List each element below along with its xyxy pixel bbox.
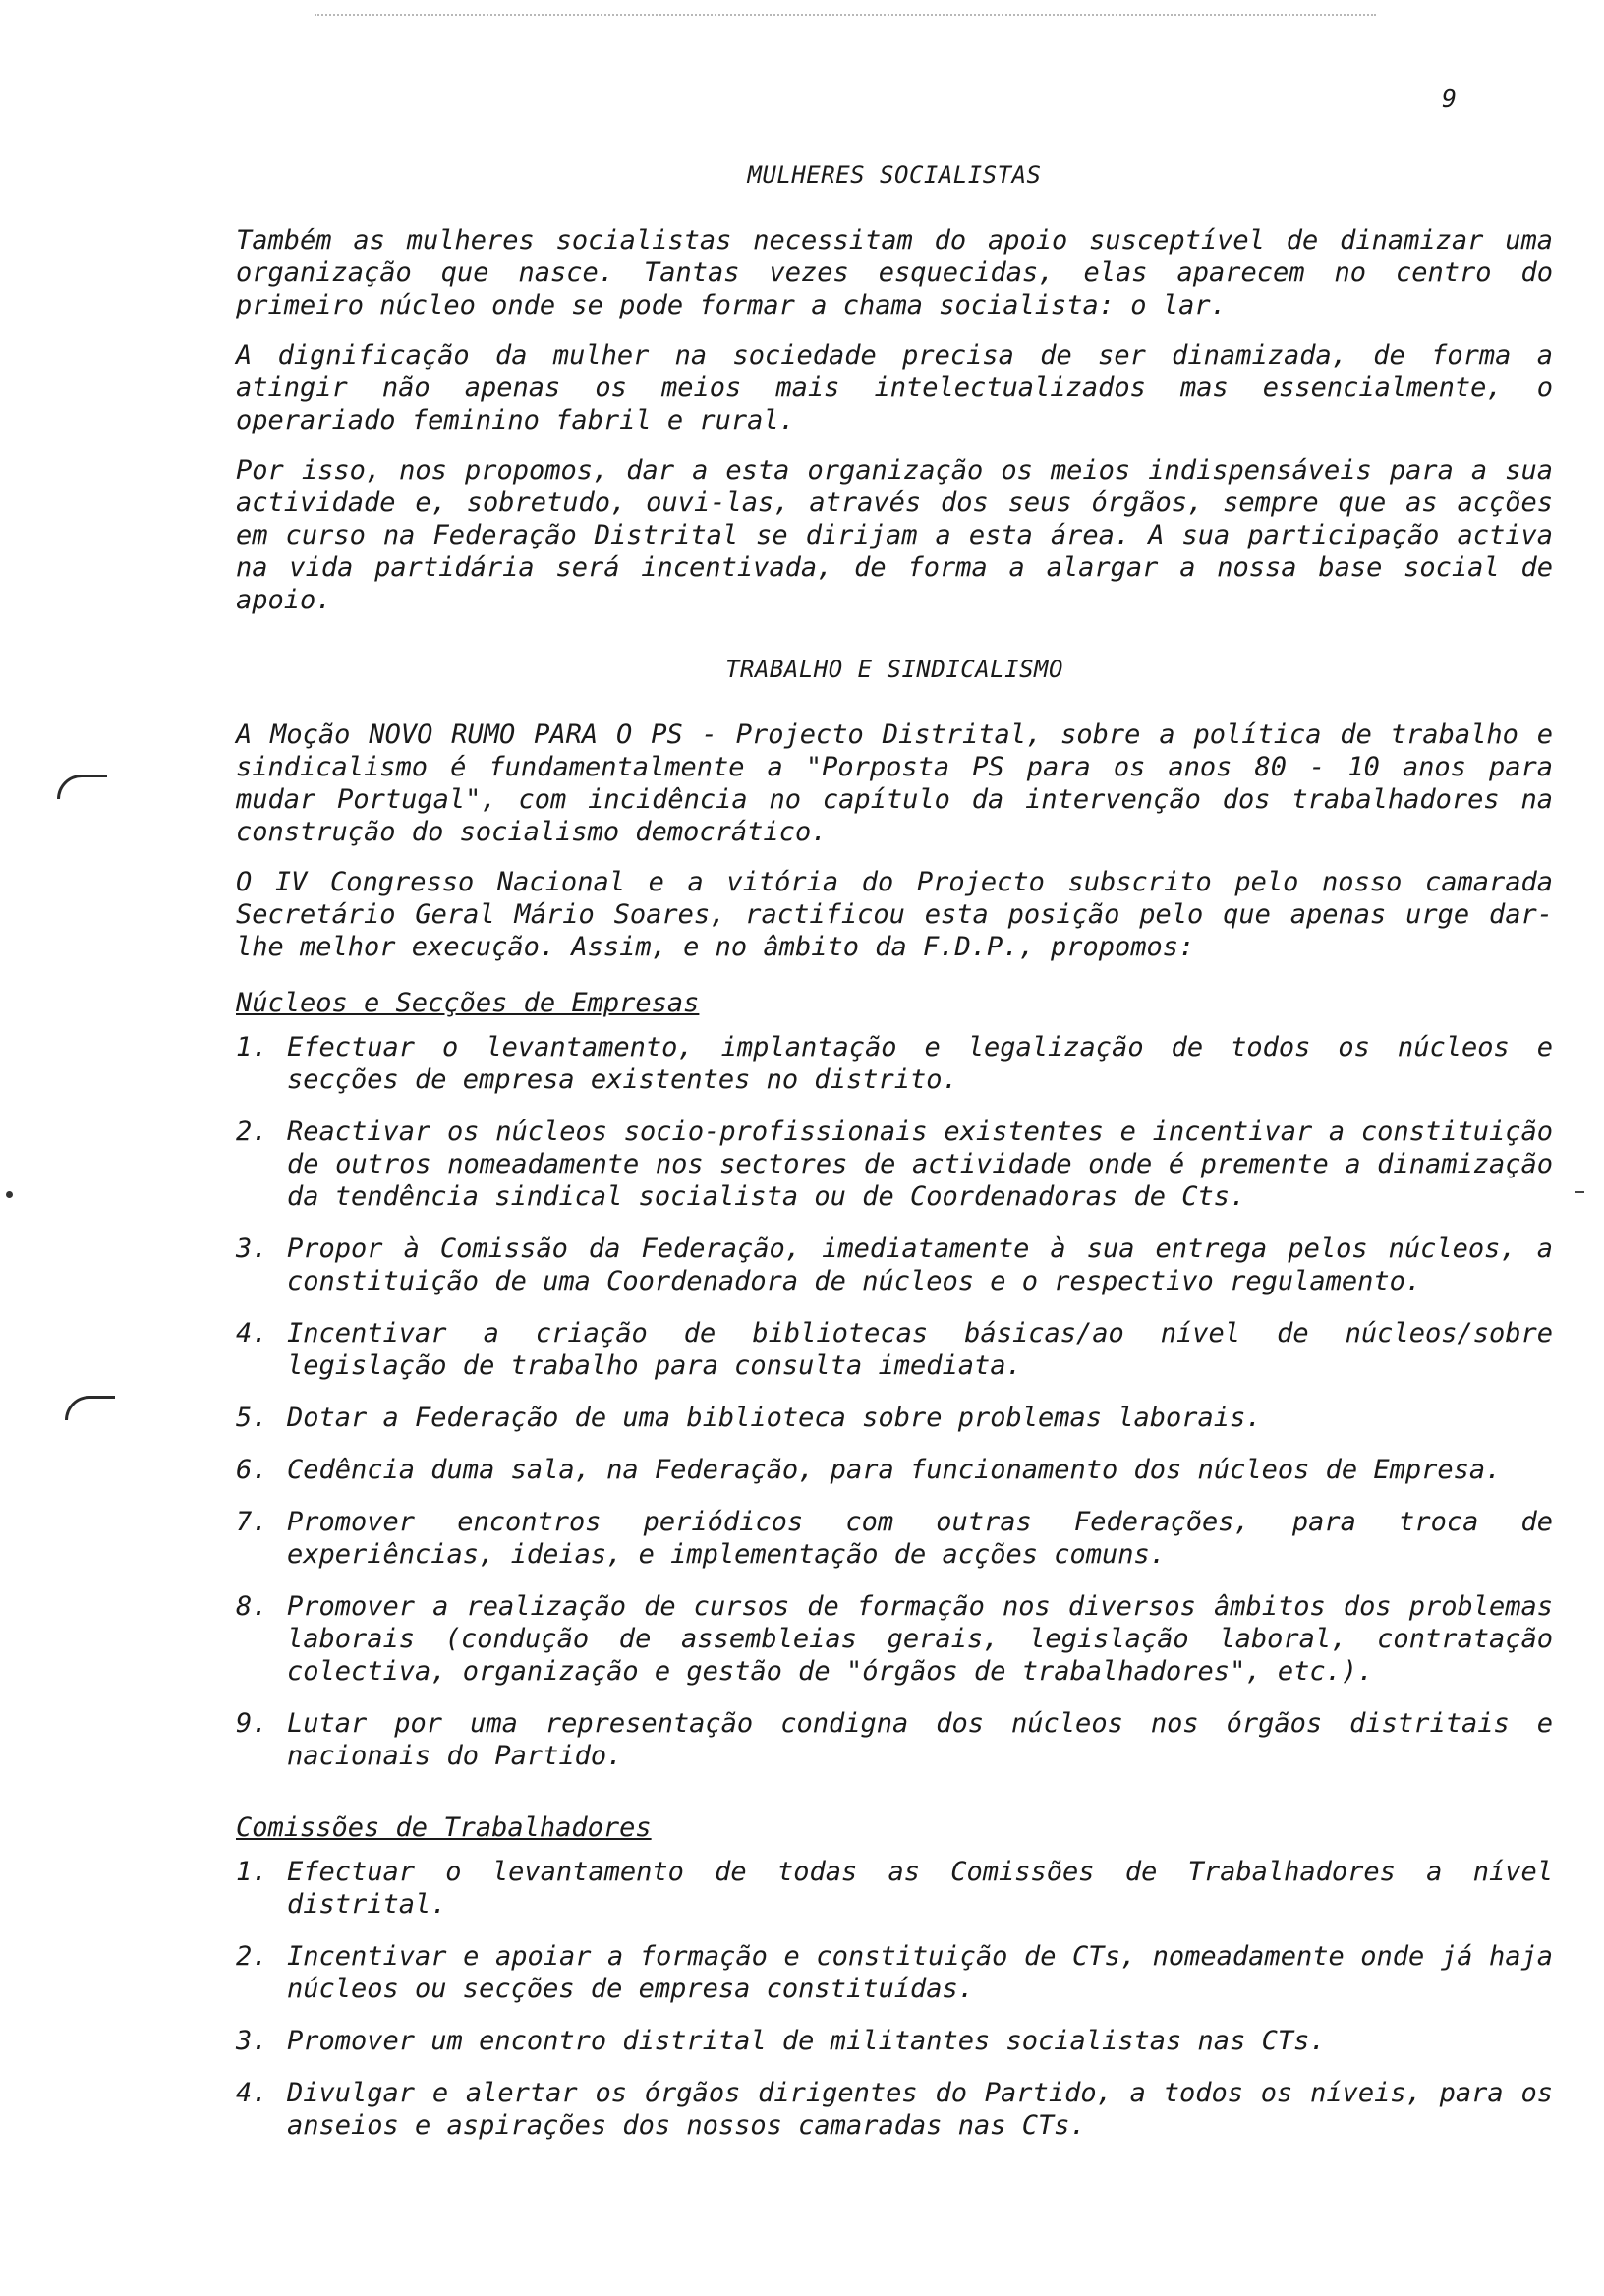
paragraph: Também as mulheres socialistas necessitam do apoio susceptível de dinamizar uma organização que nasce. Tantas vezes esquecidas, elas aparecem no centro do primeiro núcleo onde se pode formar a chama socialista: o lar. (236, 225, 1553, 320)
list-item: 5. Dotar a Federação de uma biblioteca sobre problemas laborais. (236, 1403, 1262, 1433)
nucleos-list (236, 1031, 1553, 1772)
binder-hole-mark (57, 775, 107, 799)
paragraph: Por isso, nos propomos, dar a esta organização os meios indispensáveis para a sua actividade e, sobretudo, ouvi-las, através dos seus órgãos, sempre que as acções em curso na Federação Distrital se dirijam a esta área. A sua participação activa na vida partidária será incentivada, de forma a alargar a nossa base social de apoio. (236, 455, 1553, 615)
list-item: 2. Reactivar os núcleos socio-profissionais existentes e incentivar a constituição de outros nomeadamente nos sectores de actividade onde é premente a dinamização da tendência sindical socialista ou de Coordenadoras de Cts. (236, 1117, 1553, 1212)
list-item: 4. Incentivar a criação de bibliotecas básicas/ao nível de núcleos/sobre legislação de trabalho para consulta imediata. (236, 1318, 1553, 1381)
binder-hole-mark (65, 1396, 115, 1420)
paragraph: O IV Congresso Nacional e a vitória do Projecto subscrito pelo nosso camarada Secretário Geral Mário Soares, ractificou esta posição pelo que apenas urge dar-lhe melhor execução. Assim, e no âmbito da F.D.P., propomos: (236, 867, 1553, 962)
list-item: 9. Lutar por uma representação condigna dos núcleos nos órgãos distritais e nacionais do Partido. (236, 1708, 1553, 1771)
margin-dot (6, 1191, 13, 1198)
subsection-title-comissoes: Comissões de Trabalhadores (236, 1812, 652, 1843)
scan-artifact-rule (315, 14, 1376, 16)
comissoes-list (236, 1856, 1553, 2142)
list-item: 8. Promover a realização de cursos de formação nos diversos âmbitos dos problemas laborais (condução de assembleias gerais, legislação laboral, contratação colectiva, organização e gestão de "órgãos de trabalhadores", etc.). (236, 1591, 1553, 1687)
section-title-mulheres: MULHERES SOCIALISTAS (747, 161, 1042, 189)
list-item: 6. Cedência duma sala, na Federação, para funcionamento dos núcleos de Empresa. (236, 1455, 1502, 1485)
document-body (236, 161, 1553, 2175)
paragraph: A dignificação da mulher na sociedade precisa de ser dinamizada, de forma a atingir não apenas os meios mais intelectualizados mas essencialmente, o operariado feminino fabril e rural. (236, 340, 1553, 435)
list-item: 3. Promover um encontro distrital de militantes socialistas nas CTs. (236, 2026, 1326, 2056)
page-number: 9 (1441, 85, 1457, 113)
list-item: 3. Propor à Comissão da Federação, imediatamente à sua entrega pelos núcleos, a constituição de uma Coordenadora de núcleos e o respectivo regulamento. (236, 1234, 1553, 1296)
list-item: 2. Incentivar e apoiar a formação e constituição de CTs, nomeadamente onde já haja núcleos ou secções de empresa constituídas. (236, 1941, 1553, 2004)
list-item: 1. Efectuar o levantamento, implantação e legalização de todos os núcleos e secções de empresa existentes no distrito. (236, 1032, 1553, 1095)
list-item: 7. Promover encontros periódicos com outras Federações, para troca de experiências, ideias, e implementação de acções comuns. (236, 1507, 1553, 1570)
subsection-title-nucleos: Núcleos e Secções de Empresas (236, 988, 700, 1018)
margin-dash (1575, 1191, 1584, 1193)
paragraph: A Moção NOVO RUMO PARA O PS - Projecto Distrital, sobre a política de trabalho e sindicalismo é fundamentalmente a "Porposta PS para os anos 80 - 10 anos para mudar Portugal", com incidência no capítulo da intervenção dos trabalhadores na construção do socialismo democrático. (236, 719, 1553, 847)
list-item: 4. Divulgar e alertar os órgãos dirigentes do Partido, a todos os níveis, para os anseios e aspirações dos nossos camaradas nas CTs. (236, 2078, 1553, 2141)
list-item: 1. Efectuar o levantamento de todas as Comissões de Trabalhadores a nível distrital. (236, 1857, 1553, 1920)
section-title-trabalho: TRABALHO E SINDICALISMO (725, 656, 1063, 683)
